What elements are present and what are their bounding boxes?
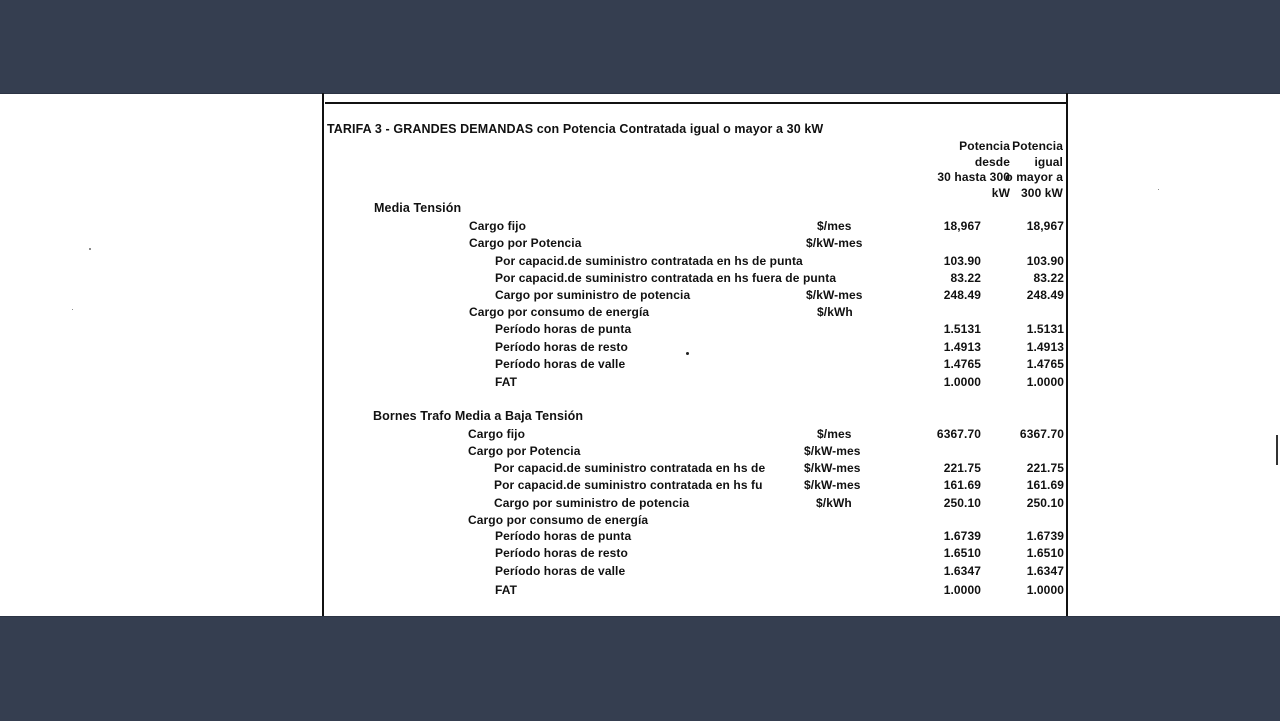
col-header-line: o mayor a xyxy=(1005,170,1063,184)
row-unit: $/kW-mes xyxy=(804,461,861,475)
row-value-col1: 1.6739 xyxy=(943,529,981,543)
row-value-col1: 248.49 xyxy=(943,288,981,302)
row-value-col1: 1.6347 xyxy=(943,564,981,578)
row-value-col2: 1.5131 xyxy=(1026,322,1064,336)
row-value-col1: 18,967 xyxy=(943,219,981,233)
col-header-line: 300 kW xyxy=(1021,185,1063,200)
row-value-col2: 1.6739 xyxy=(1026,529,1064,543)
row-unit: $/kWh xyxy=(816,496,852,510)
row-label: Cargo fijo xyxy=(468,427,525,441)
top-dark-band xyxy=(0,0,1280,94)
row-unit: $/kW-mes xyxy=(804,478,861,492)
row-label: Cargo fijo xyxy=(469,219,526,233)
row-value-col1: 1.0000 xyxy=(943,583,981,597)
row-value-col2: 161.69 xyxy=(1026,478,1064,492)
col-header-line: kW xyxy=(991,185,1010,200)
row-label: Por capacid.de suministro contratada en hs fu xyxy=(494,478,763,492)
row-value-col1: 1.0000 xyxy=(943,375,981,389)
right-edge-mark xyxy=(1276,435,1278,465)
scan-speck xyxy=(686,352,689,355)
row-value-col2: 6367.70 xyxy=(1019,427,1064,441)
section-heading-media-tension: Media Tensión xyxy=(374,201,462,215)
row-label: Período horas de valle xyxy=(495,564,626,578)
row-value-col1: 1.5131 xyxy=(943,322,981,336)
col-header-line: 30 hasta 300 xyxy=(937,170,1010,184)
col-header-line: desde xyxy=(974,154,1010,169)
row-value-col2: 248.49 xyxy=(1026,288,1064,302)
row-value-col1: 1.4913 xyxy=(943,340,981,354)
row-value-col1: 6367.70 xyxy=(936,427,981,441)
row-label: Cargo por Potencia xyxy=(468,444,581,458)
row-unit: $/kW-mes xyxy=(806,288,863,302)
row-value-col2: 1.6347 xyxy=(1026,564,1064,578)
row-value-col1: 1.6510 xyxy=(943,546,981,560)
row-label: Cargo por suministro de potencia xyxy=(494,496,690,510)
row-label: Período horas de punta xyxy=(495,322,632,336)
bottom-dark-band xyxy=(0,616,1280,721)
row-label: Cargo por suministro de potencia xyxy=(495,288,691,302)
row-label: Período horas de resto xyxy=(495,340,628,354)
row-value-col1: 221.75 xyxy=(943,461,981,475)
scan-speck xyxy=(72,309,73,310)
row-value-col2: 250.10 xyxy=(1026,496,1064,510)
row-value-col2: 103.90 xyxy=(1026,254,1064,268)
row-unit: $/kW-mes xyxy=(804,444,861,458)
row-unit: $/kWh xyxy=(817,305,853,319)
document-top-rule xyxy=(325,102,1067,104)
row-label: Período horas de punta xyxy=(495,529,632,543)
row-unit: $/mes xyxy=(817,219,852,233)
row-label: Cargo por Potencia xyxy=(469,236,582,250)
col-header-line: Potencia xyxy=(959,139,1010,153)
row-value-col2: 1.0000 xyxy=(1026,583,1064,597)
row-value-col1: 250.10 xyxy=(943,496,981,510)
row-value-col2: 1.4913 xyxy=(1026,340,1064,354)
row-value-col2: 1.0000 xyxy=(1026,375,1064,389)
row-label: FAT xyxy=(495,375,518,389)
row-label: FAT xyxy=(495,583,518,597)
row-value-col2: 18,967 xyxy=(1026,219,1064,233)
scan-speck xyxy=(89,248,91,250)
row-label: Por capacid.de suministro contratada en hs fuera de punta xyxy=(495,271,837,285)
col-header-line: igual xyxy=(1034,154,1063,169)
row-label: Período horas de resto xyxy=(495,546,628,560)
row-value-col1: 161.69 xyxy=(943,478,981,492)
scan-speck xyxy=(1158,189,1159,190)
row-value-col2: 1.4765 xyxy=(1026,357,1064,371)
row-label: Por capacid.de suministro contratada en hs de xyxy=(494,461,766,475)
row-unit: $/kW-mes xyxy=(806,236,863,250)
row-value-col1: 83.22 xyxy=(950,271,981,285)
row-value-col1: 1.4765 xyxy=(943,357,981,371)
row-label: Cargo por consumo de energía xyxy=(468,513,649,527)
col-header-line: Potencia xyxy=(1012,139,1063,153)
row-unit: $/mes xyxy=(817,427,852,441)
row-value-col2: 1.6510 xyxy=(1026,546,1064,560)
col-header-300kw-plus xyxy=(983,139,1063,201)
row-value-col1: 103.90 xyxy=(943,254,981,268)
row-label: Cargo por consumo de energía xyxy=(469,305,650,319)
row-value-col2: 83.22 xyxy=(1033,271,1064,285)
section-heading-bornes-trafo: Bornes Trafo Media a Baja Tensión xyxy=(373,409,584,423)
tariff-title: TARIFA 3 - GRANDES DEMANDAS con Potencia Contratada igual o mayor a 30 kW xyxy=(327,122,824,136)
row-value-col2: 221.75 xyxy=(1026,461,1064,475)
row-label: Período horas de valle xyxy=(495,357,626,371)
row-label: Por capacid.de suministro contratada en hs de punta xyxy=(495,254,803,268)
